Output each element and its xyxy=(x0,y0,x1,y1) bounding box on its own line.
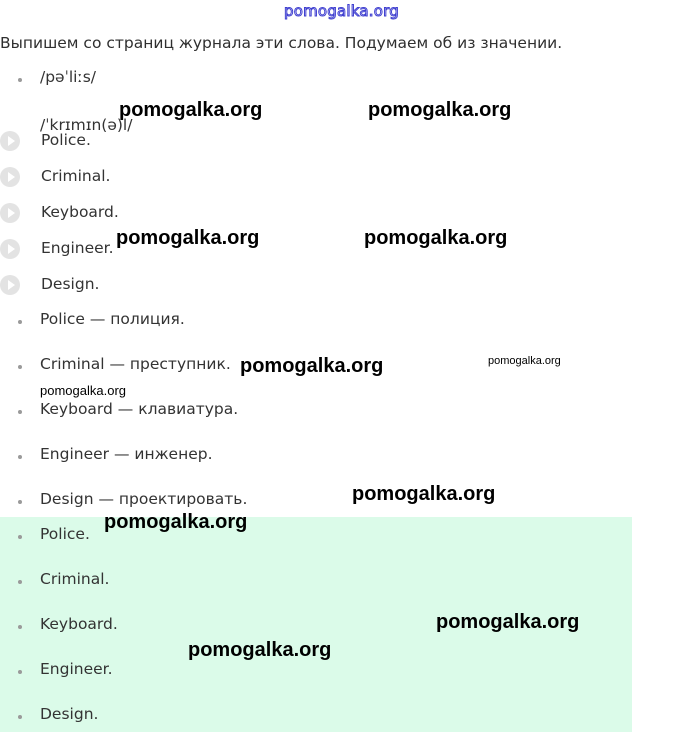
watermark: pomogalka.org xyxy=(436,611,580,633)
watermark: pomogalka.org xyxy=(364,227,508,249)
bullet-dot xyxy=(18,78,22,82)
answer-engineer: Engineer. xyxy=(40,660,113,678)
audio-word-engineer: Engineer. xyxy=(41,239,114,257)
play-icon[interactable] xyxy=(0,275,20,295)
play-icon[interactable] xyxy=(0,203,20,223)
bullet-dot xyxy=(18,535,22,539)
transcription-2-clipped xyxy=(40,112,133,134)
bullet-dot xyxy=(18,500,22,504)
play-icon[interactable] xyxy=(0,167,20,187)
translation-keyboard: Keyboard — клавиатура. xyxy=(40,400,239,418)
bullet-dot xyxy=(18,410,22,414)
translation-police: Police — полиция. xyxy=(40,310,185,328)
play-icon[interactable] xyxy=(0,131,20,151)
watermark: pomogalka.org xyxy=(488,355,561,367)
watermark: pomogalka.org xyxy=(352,483,496,505)
translation-design: Design — проектировать. xyxy=(40,490,248,508)
audio-word-police: Police. xyxy=(41,131,91,149)
answer-police: Police. xyxy=(40,525,90,543)
watermark: pomogalka.org xyxy=(40,383,126,398)
bullet-dot xyxy=(18,365,22,369)
site-link[interactable]: pomogalka.org xyxy=(284,2,399,20)
play-icon[interactable] xyxy=(0,239,20,259)
bullet-dot xyxy=(18,670,22,674)
audio-word-keyboard: Keyboard. xyxy=(41,203,119,221)
answer-design: Design. xyxy=(40,705,99,723)
watermark: pomogalka.org xyxy=(188,639,332,661)
answer-keyboard: Keyboard. xyxy=(40,615,118,633)
translation-engineer: Engineer — инженер. xyxy=(40,445,213,463)
audio-word-criminal: Criminal. xyxy=(41,167,111,185)
intro-text: Выпишем со страниц журнала эти слова. Подумаем об из значении. xyxy=(0,34,563,52)
translation-criminal: Criminal — преступник. xyxy=(40,355,231,373)
bullet-dot xyxy=(18,455,22,459)
watermark: pomogalka.org xyxy=(104,511,248,533)
bullet-dot xyxy=(18,715,22,719)
watermark: pomogalka.org xyxy=(368,99,512,121)
transcription-2: /ˈkrɪmɪn(ə)l/ xyxy=(40,116,133,134)
watermark: pomogalka.org xyxy=(240,355,384,377)
watermark: pomogalka.org xyxy=(119,99,263,121)
answer-criminal: Criminal. xyxy=(40,570,110,588)
transcription-1: /pəˈliːs/ xyxy=(40,68,96,86)
bullet-dot xyxy=(18,625,22,629)
watermark: pomogalka.org xyxy=(116,227,260,249)
bullet-dot xyxy=(18,580,22,584)
bullet-dot xyxy=(18,320,22,324)
audio-word-design: Design. xyxy=(41,275,100,293)
